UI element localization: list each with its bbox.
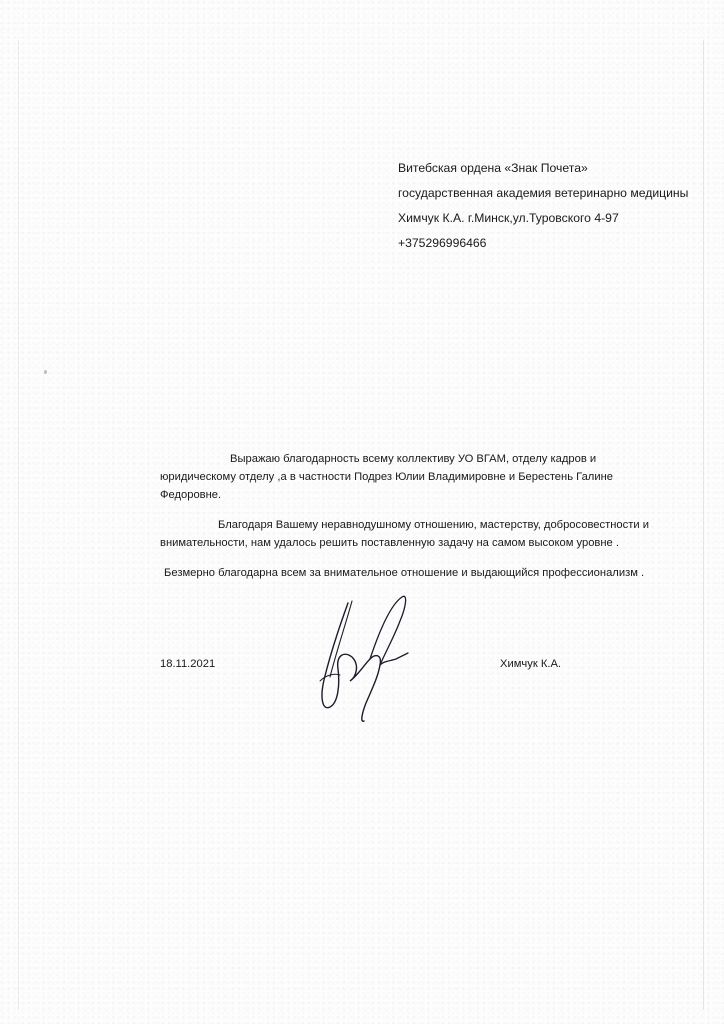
signer-name: Химчук К.А. <box>500 658 562 670</box>
letter-body <box>160 450 675 594</box>
header-line-phone: +375296996466 <box>398 236 487 250</box>
paragraph-closing: Безмерно благодарна всем за внимательное отношение и выдающийся профессионализм . <box>164 567 645 579</box>
handwritten-signature <box>300 585 420 735</box>
paragraph-gratitude: Выражаю благодарность всему коллективу УО ВГАМ, отделу кадров и юридическому отделу ,а в частности Подрез Юлии Владимировне и Берестень Галине Федоровне. <box>160 453 613 501</box>
header-line-academy: государственная академия ветеринарно медицины <box>398 186 689 200</box>
paragraph-thanks-reason: Благодаря Вашему неравнодушному отношению, мастерству, добросовестности и внимательности, нам удалось решить поставленную задачу на самом высоком уровне . <box>160 519 649 549</box>
header-line-sender-address: Химчук К.А. г.Минск,ул.Туровского 4-97 <box>398 211 619 225</box>
sender-block <box>398 156 688 256</box>
letter-date: 18.11.2021 <box>160 658 216 670</box>
scan-speck <box>44 370 47 374</box>
header-line-institution: Витебская ордена «Знак Почета» <box>398 161 588 175</box>
